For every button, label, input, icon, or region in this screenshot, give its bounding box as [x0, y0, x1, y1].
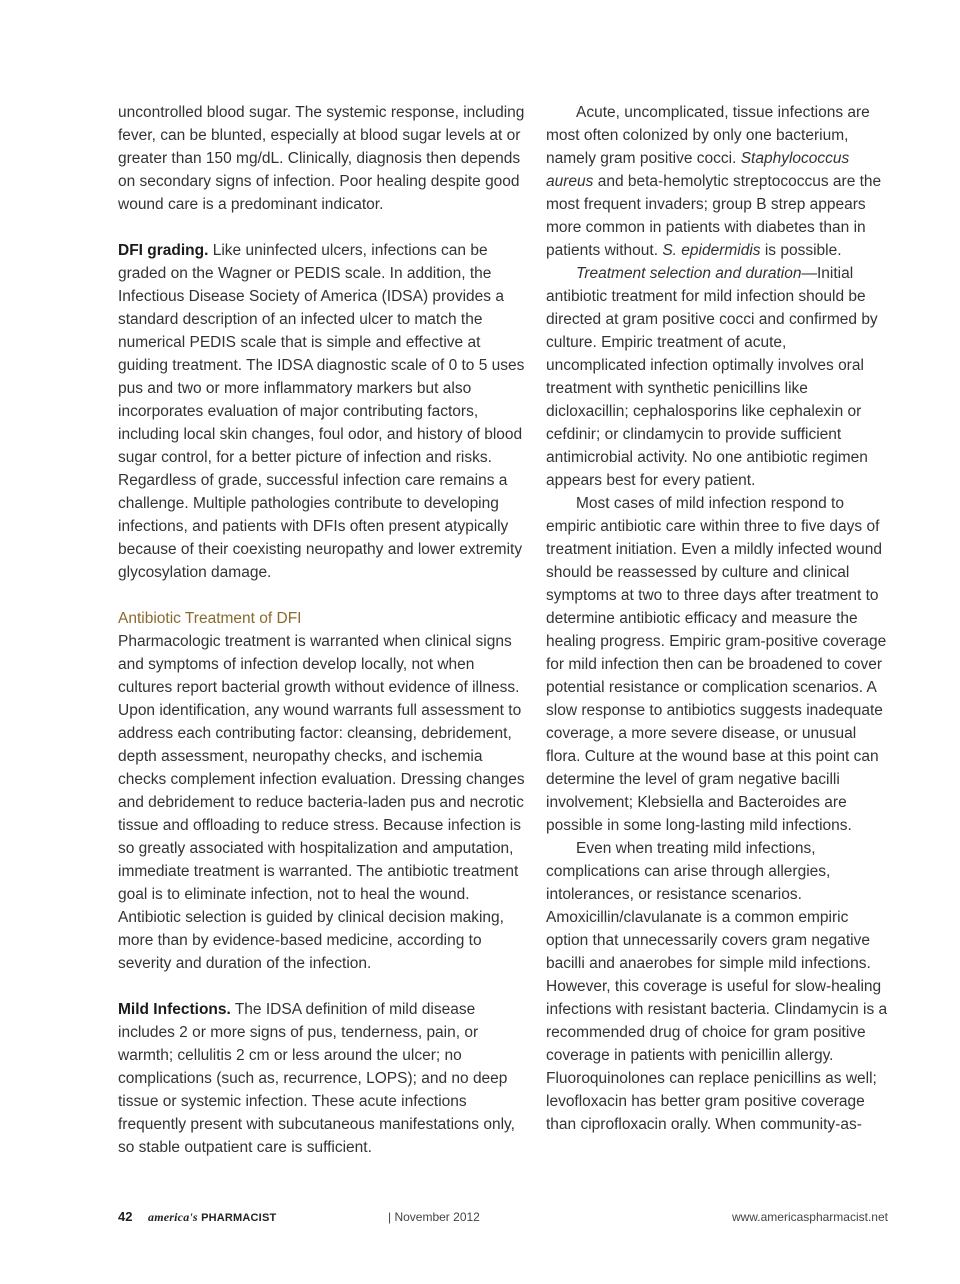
dfi-grading-body: Like uninfected ulcers, infections can be graded on the Wagner or PEDIS scale. In addition, the Infectious Disease Society of America (IDSA) provides a standard description of an infected ulcer to match the numerical PEDIS scale that is simple and effective at guiding treatment. The IDSA diagnostic scale of 0 to 5 uses pus and two or more inflammatory markers but also incorporates evaluation of major contributing factors, including local skin changes, foul odor, and history of blood sugar control, for a better picture of infection and risks. Regardless of grade, successful infection care remains a challenge. Multiple pathologies contribute to developing infections, and patients with DFIs often present atypically because of their coexisting neuropathy and lower extremity glycosylation damage. [118, 242, 525, 581]
magazine-logo [148, 1210, 276, 1225]
magazine-name: PHARMACIST [201, 1212, 277, 1224]
paragraph-mild-response: Most cases of mild infection respond to empiric antibiotic care within three to five days of treatment initiation. Even a mildly infected wound should be reassessed by culture and clinical symptoms at two to three days after treatment to determine antibiotic efficacy and measure the healing progress. Empiric gram-positive coverage for mild infection then can be broadened to cover potential resistance or complication scenarios. A slow response to antibiotics suggests inadequate coverage, a more severe disease, or unusual flora. Culture at the wound base at this point can determine the level of gram negative bacilli involvement; Klebsiella and Bacteroides are possible in some long-lasting mild infections. [546, 495, 887, 834]
dfi-grading-heading: DFI grading. [118, 242, 209, 259]
treatment-selection-body: —Initial antibiotic treatment for mild infection should be directed at gram positive cocci and confirmed by culture. Empiric treatment of acute, uncomplicated infection optimally involves oral treatment with synthetic penicillins like dicloxacillin; cephalosporins like cephalexin or cefdinir; or clindamycin to provide sufficient antimicrobial activity. No one antibiotic regimen appears best for every patient. [546, 265, 878, 489]
treatment-selection-heading: Treatment selection and duration [576, 265, 802, 282]
acute-text-c: is possible. [760, 242, 842, 259]
paragraph-mild-infections [118, 998, 528, 1159]
mild-infections-body: The IDSA definition of mild disease includes 2 or more signs of pus, tenderness, pain, or warmth; cellulitis 2 cm or less around the ulcer; no complications (such as, recurrence, LOPS); and no deep tissue or systemic infection. These acute infections frequently present with subcutaneous manifestations only, so stable outpatient care is sufficient. [118, 1001, 515, 1156]
website-url[interactable]: www.americaspharmacist.net [731, 1210, 888, 1224]
page-footer [118, 1209, 888, 1229]
paragraph-blood-sugar: uncontrolled blood sugar. The systemic response, including fever, can be blunted, especially at blood sugar levels at or greater than 150 mg/dL. Clinically, diagnosis then depends on secondary signs of infection. Poor healing despite good wound care is a predominant indicator. [118, 104, 525, 213]
magazine-prefix: america's [148, 1210, 198, 1224]
epidermidis-name: S. epidermidis [662, 242, 761, 259]
acute-text-b: and beta-hemolytic streptococcus are the most frequent invaders; group B strep appears more common in patients with diabetes than in patients without. [546, 173, 882, 259]
section-heading-antibiotic-treatment: Antibiotic Treatment of DFI [118, 610, 302, 627]
page-number: 42 [118, 1209, 133, 1224]
left-column [118, 101, 528, 1159]
paragraph-complications: Even when treating mild infections, complications can arise through allergies, intolerances, or resistance scenarios. Amoxicillin/clavulanate is a common empiric option that unnecessarily covers gram negative bacilli and anaerobes for simple mild infections. However, this coverage is useful for slow-healing infections with resistant bacteria. Clindamycin is a recommended drug of choice for gram positive coverage in patients with penicillin allergy. Fluoroquinolones can replace penicillins as well; levofloxacin has better gram positive coverage than ciprofloxacin orally. When community-as- [546, 840, 888, 1133]
paragraph-acute-infections [546, 101, 888, 262]
paragraph-treatment-selection [546, 262, 888, 492]
staphylococcus-name: Staphylococcus aureus [546, 150, 850, 190]
issue-date: | November 2012 [388, 1210, 480, 1224]
mild-infections-heading: Mild Infections. [118, 1001, 231, 1018]
paragraph-pharmacologic-treatment: Pharmacologic treatment is warranted when clinical signs and symptoms of infection develop locally, not when cultures report bacterial growth without evidence of illness. Upon identification, any wound warrants full assessment to address each contributing factor: cleansing, debridement, depth assessment, neuropathy checks, and ischemia checks complement infection evaluation. Dressing changes and debridement to reduce bacteria-laden pus and necrotic tissue and offloading to reduce stress. Because infection is so greatly associated with hospitalization and amputation, immediate treatment is warranted. The antibiotic treatment goal is to eliminate infection, not to heal the wound. Antibiotic selection is guided by clinical decision making, more than by evidence-based medicine, according to severity and duration of the infection. [118, 633, 525, 972]
acute-text-a: Acute, uncomplicated, tissue infections are most often colonized by only one bacterium, namely gram positive cocci. [546, 104, 870, 167]
right-column [546, 101, 888, 1136]
paragraph-dfi-grading [118, 239, 528, 584]
